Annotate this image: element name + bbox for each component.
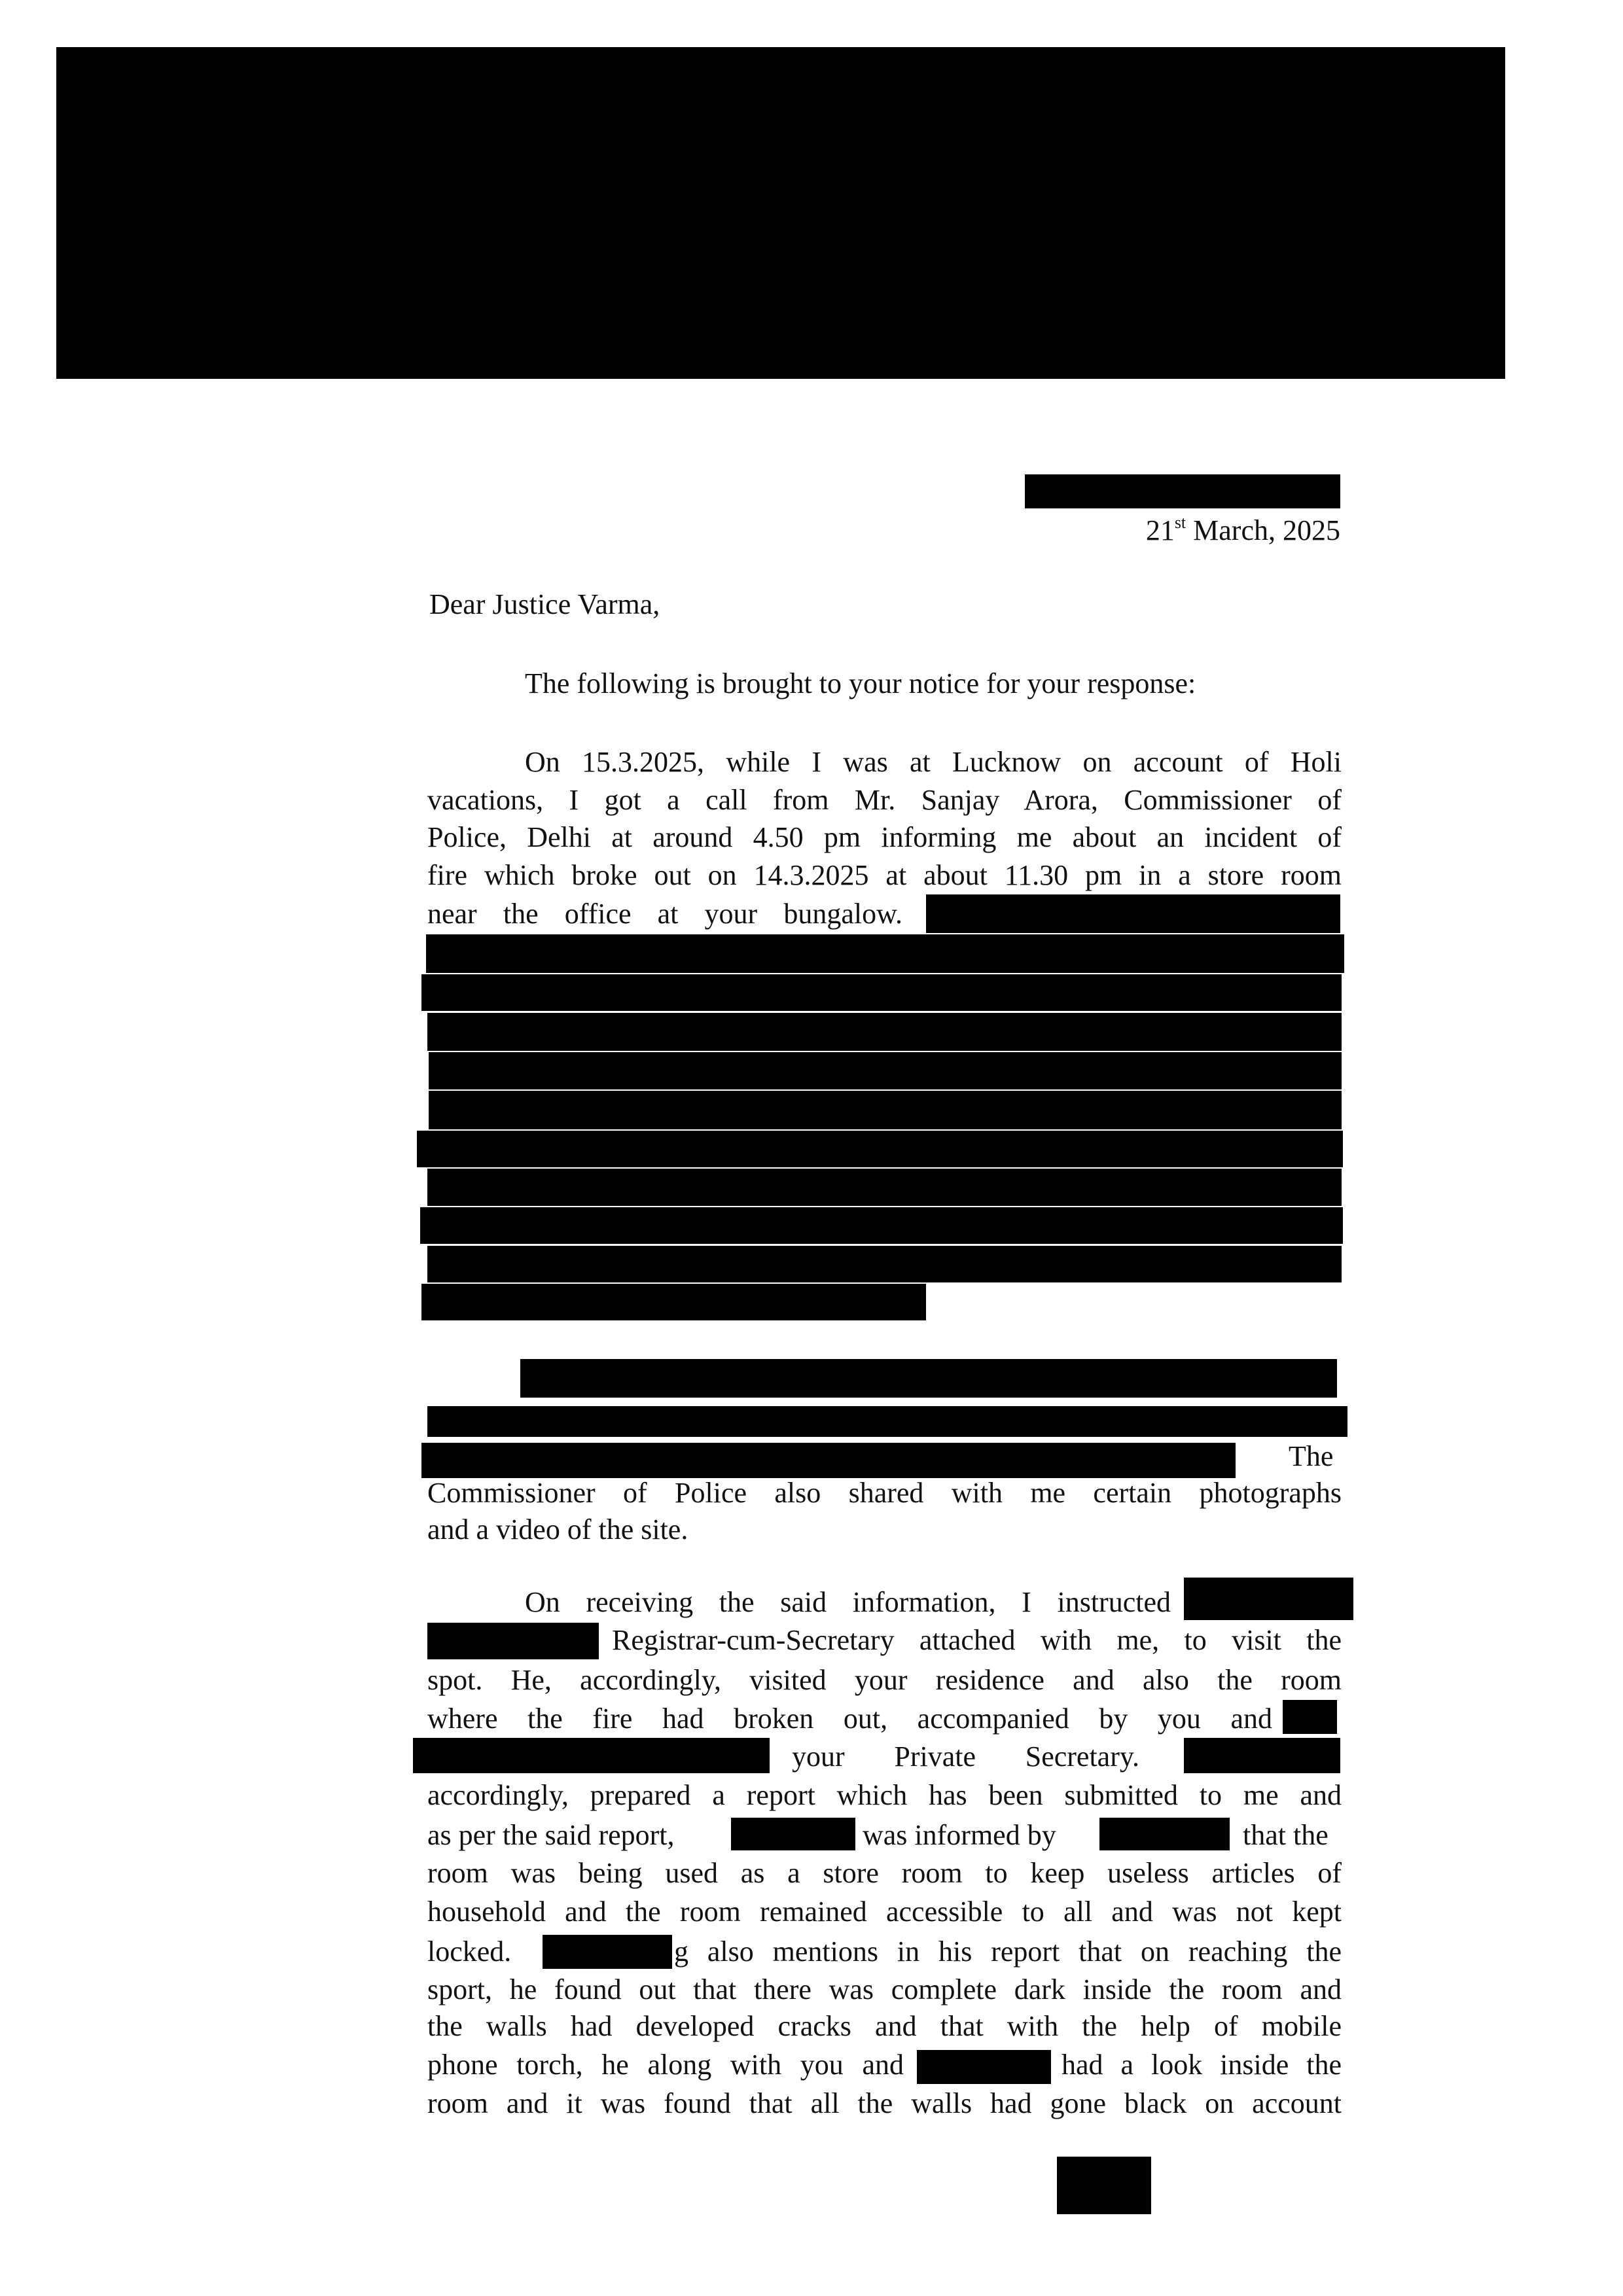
body-line: On receiving the said information, I instructed [525, 1586, 1171, 1618]
date-rest: March, 2025 [1186, 514, 1340, 546]
body-line: vacations, I got a call from Mr. Sanjay Arora, Commissioner of [427, 784, 1342, 816]
body-line: fire which broke out on 14.3.2025 at about 11.30 pm in a store room [427, 859, 1342, 891]
body-line: accordingly, prepared a report which has been submitted to me and [427, 1779, 1342, 1811]
body-line: g also mentions in his report that on reaching the [674, 1935, 1342, 1968]
body-line: The following is brought to your notice for your response: [525, 667, 1196, 699]
redaction-box [1283, 1700, 1337, 1734]
redaction-box [421, 974, 1342, 1011]
redaction-box [413, 1738, 770, 1773]
redaction-box [427, 1169, 1342, 1206]
redaction-box [417, 1131, 1343, 1167]
body-line: room and it was found that all the walls had gone black on account [427, 2087, 1342, 2119]
redaction-box [427, 1246, 1342, 1282]
page-number-redaction [1057, 2157, 1151, 2214]
body-line: the walls had developed cracks and that with the help of mobile [427, 2010, 1342, 2042]
reference-redaction [1025, 474, 1340, 508]
body-line: Registrar-cum-Secretary attached with me, to visit the [612, 1624, 1342, 1656]
redaction-box [426, 934, 1344, 973]
redaction-box [429, 1052, 1342, 1089]
redaction-box [427, 1013, 1342, 1051]
body-line: sport, he found out that there was complete dark inside the room and [427, 1973, 1342, 2005]
redaction-box [427, 1623, 599, 1659]
body-line: Commissioner of Police also shared with me certain photographs [427, 1477, 1342, 1509]
body-line: near the office at your bungalow. [427, 898, 902, 930]
body-line: that the [1243, 1819, 1329, 1851]
redaction-box [731, 1818, 855, 1850]
redaction-box [917, 2050, 1051, 2084]
date-day: 21 [1145, 514, 1175, 546]
redaction-box [1184, 1738, 1340, 1773]
letter-date [982, 512, 1340, 550]
redaction-box [420, 1207, 1343, 1244]
body-line: phone torch, he along with you and [427, 2049, 904, 2081]
redaction-box [421, 1284, 926, 1320]
body-line: The [1289, 1440, 1334, 1472]
redaction-box [926, 894, 1340, 933]
salutation: Dear Justice Varma, [429, 588, 660, 620]
body-line: spot. He, accordingly, visited your residence and also the room [427, 1664, 1342, 1696]
redaction-box [429, 1091, 1342, 1129]
redaction-box [543, 1935, 672, 1969]
redaction-box [427, 1406, 1347, 1437]
redaction-box [1099, 1818, 1230, 1850]
date-suffix: st [1174, 513, 1186, 532]
body-line: as per the said report, [427, 1819, 675, 1851]
body-line: was informed by [863, 1819, 1056, 1851]
body-line: where the fire had broken out, accompanied by you and [427, 1703, 1272, 1735]
redaction-box [520, 1359, 1337, 1398]
redaction-box [1184, 1578, 1353, 1620]
body-line: room was being used as a store room to keep useless articles of [427, 1857, 1342, 1889]
body-line: locked. [427, 1935, 512, 1968]
letterhead-redaction [56, 47, 1505, 379]
body-line: On 15.3.2025, while I was at Lucknow on account of Holi [525, 746, 1342, 778]
body-line: household and the room remained accessible to all and was not kept [427, 1896, 1342, 1928]
body-line: had a look inside the [1061, 2049, 1342, 2081]
redaction-box [421, 1443, 1236, 1478]
body-line: and a video of the site. [427, 1513, 688, 1545]
body-line: Police, Delhi at around 4.50 pm informing me about an incident of [427, 821, 1342, 853]
body-line: your Private Secretary. [792, 1740, 1139, 1773]
